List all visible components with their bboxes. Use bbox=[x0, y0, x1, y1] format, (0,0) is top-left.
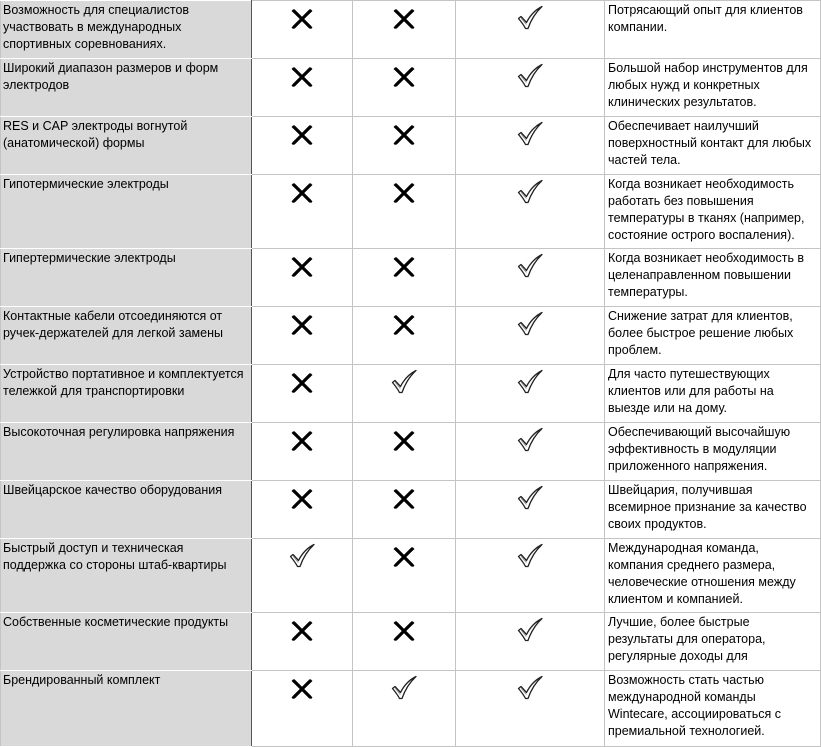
description-cell bbox=[605, 613, 821, 671]
mark-cell-col2 bbox=[353, 1, 456, 59]
check-icon bbox=[516, 179, 544, 205]
mark-cell-col1 bbox=[252, 59, 353, 117]
description-cell bbox=[605, 539, 821, 613]
table-row bbox=[1, 671, 821, 747]
feature-cell bbox=[1, 423, 252, 481]
cross-icon bbox=[392, 545, 416, 569]
description-text: Снижение затрат для клиентов, более быстрое решение любых проблем. bbox=[608, 309, 794, 357]
feature-label: Гипотермические электроды bbox=[3, 177, 169, 191]
mark-cell-col1 bbox=[252, 539, 353, 613]
cross-icon bbox=[290, 429, 314, 453]
cross-icon bbox=[290, 313, 314, 337]
feature-cell bbox=[1, 671, 252, 747]
feature-cell bbox=[1, 481, 252, 539]
check-icon bbox=[516, 675, 544, 701]
mark-cell-col1 bbox=[252, 1, 353, 59]
cross-icon bbox=[392, 619, 416, 643]
description-text: Лучшие, более быстрые результаты для оператора, регулярные доходы для bbox=[608, 615, 766, 663]
mark-cell-col1 bbox=[252, 307, 353, 365]
comparison-table-body bbox=[1, 1, 821, 747]
check-icon bbox=[516, 617, 544, 643]
description-text: Потрясающий опыт для клиентов компании. bbox=[608, 3, 803, 34]
cross-icon bbox=[290, 181, 314, 205]
mark-cell-col3 bbox=[456, 249, 605, 307]
feature-label: Устройство портативное и комплектуется тележкой для транспортировки bbox=[3, 367, 244, 398]
description-text: Швейцария, получившая всемирное признание за качество своих продуктов. bbox=[608, 483, 807, 531]
cross-icon bbox=[290, 7, 314, 31]
feature-cell bbox=[1, 1, 252, 59]
mark-cell-col1 bbox=[252, 117, 353, 175]
mark-cell-col1 bbox=[252, 671, 353, 747]
check-icon bbox=[516, 253, 544, 279]
description-text: Обеспечивает наилучший поверхностный контакт для любых частей тела. bbox=[608, 119, 812, 167]
feature-label: RES и CAP электроды вогнутой (анатомической) формы bbox=[3, 119, 188, 150]
check-icon bbox=[516, 485, 544, 511]
cross-icon bbox=[290, 65, 314, 89]
mark-cell-col2 bbox=[353, 175, 456, 249]
description-cell bbox=[605, 1, 821, 59]
feature-cell bbox=[1, 175, 252, 249]
feature-label: Швейцарское качество оборудования bbox=[3, 483, 223, 497]
check-icon bbox=[288, 543, 316, 569]
feature-label: Широкий диапазон размеров и форм электродов bbox=[3, 61, 219, 92]
mark-cell-col3 bbox=[456, 539, 605, 613]
mark-cell-col2 bbox=[353, 539, 456, 613]
feature-cell bbox=[1, 613, 252, 671]
description-text: Возможность стать частью международной команды Wintecare, ассоциироваться с премиальной технологией. bbox=[608, 673, 781, 738]
description-cell bbox=[605, 59, 821, 117]
mark-cell-col3 bbox=[456, 365, 605, 423]
mark-cell-col3 bbox=[456, 59, 605, 117]
table-row bbox=[1, 249, 821, 307]
table-row bbox=[1, 307, 821, 365]
mark-cell-col1 bbox=[252, 423, 353, 481]
description-text: Когда возникает необходимость работать без повышения температуры в тканях (например, состояние острого воспаления). bbox=[608, 177, 805, 242]
description-text: Для часто путешествующих клиентов или для работы на выезде или на дому. bbox=[608, 367, 774, 415]
mark-cell-col2 bbox=[353, 671, 456, 747]
cross-icon bbox=[392, 313, 416, 337]
table-row bbox=[1, 481, 821, 539]
feature-cell bbox=[1, 59, 252, 117]
feature-label: Контактные кабели отсоединяются от ручек-держателей для легкой замены bbox=[3, 309, 223, 340]
feature-label: Высокоточная регулировка напряжения bbox=[3, 425, 235, 439]
mark-cell-col2 bbox=[353, 423, 456, 481]
cross-icon bbox=[290, 371, 314, 395]
mark-cell-col2 bbox=[353, 117, 456, 175]
description-text: Большой набор инструментов для любых нужд и конкретных клинических результатов. bbox=[608, 61, 808, 109]
table-row bbox=[1, 117, 821, 175]
mark-cell-col2 bbox=[353, 613, 456, 671]
feature-label: Возможность для специалистов участвовать в международных спортивных соревнованиях. bbox=[3, 3, 190, 51]
table-row bbox=[1, 423, 821, 481]
description-cell bbox=[605, 175, 821, 249]
mark-cell-col2 bbox=[353, 481, 456, 539]
mark-cell-col3 bbox=[456, 613, 605, 671]
table-row bbox=[1, 539, 821, 613]
mark-cell-col3 bbox=[456, 1, 605, 59]
cross-icon bbox=[392, 429, 416, 453]
check-icon bbox=[516, 369, 544, 395]
mark-cell-col3 bbox=[456, 481, 605, 539]
cross-icon bbox=[290, 487, 314, 511]
cross-icon bbox=[290, 677, 314, 701]
description-text: Международная команда, компания среднего размера, человеческие отношения между клиентом и компанией. bbox=[608, 541, 796, 606]
mark-cell-col3 bbox=[456, 175, 605, 249]
cross-icon bbox=[290, 619, 314, 643]
description-text: Обеспечивающий высочайшую эффективность в модуляции приложенного напряжения. bbox=[608, 425, 791, 473]
feature-cell bbox=[1, 539, 252, 613]
cross-icon bbox=[392, 7, 416, 31]
check-icon bbox=[516, 543, 544, 569]
mark-cell-col1 bbox=[252, 365, 353, 423]
mark-cell-col1 bbox=[252, 249, 353, 307]
mark-cell-col1 bbox=[252, 613, 353, 671]
check-icon bbox=[516, 5, 544, 31]
cross-icon bbox=[392, 487, 416, 511]
description-cell bbox=[605, 481, 821, 539]
description-cell bbox=[605, 423, 821, 481]
description-cell bbox=[605, 365, 821, 423]
description-cell bbox=[605, 671, 821, 747]
mark-cell-col2 bbox=[353, 307, 456, 365]
description-cell bbox=[605, 117, 821, 175]
table-row bbox=[1, 1, 821, 59]
check-icon bbox=[390, 369, 418, 395]
table-row bbox=[1, 59, 821, 117]
mark-cell-col3 bbox=[456, 671, 605, 747]
cross-icon bbox=[392, 181, 416, 205]
feature-label: Брендированный комплект bbox=[3, 673, 161, 687]
cross-icon bbox=[392, 255, 416, 279]
mark-cell-col3 bbox=[456, 307, 605, 365]
feature-label: Быстрый доступ и техническая поддержка со стороны штаб-квартиры bbox=[3, 541, 227, 572]
feature-label: Гипертермические электроды bbox=[3, 251, 176, 265]
description-cell bbox=[605, 249, 821, 307]
table-row bbox=[1, 365, 821, 423]
feature-cell bbox=[1, 117, 252, 175]
mark-cell-col3 bbox=[456, 423, 605, 481]
mark-cell-col2 bbox=[353, 59, 456, 117]
table-row bbox=[1, 613, 821, 671]
mark-cell-col1 bbox=[252, 481, 353, 539]
cross-icon bbox=[290, 255, 314, 279]
check-icon bbox=[516, 427, 544, 453]
check-icon bbox=[516, 311, 544, 337]
check-icon bbox=[390, 675, 418, 701]
mark-cell-col3 bbox=[456, 117, 605, 175]
cross-icon bbox=[392, 65, 416, 89]
cross-icon bbox=[290, 123, 314, 147]
mark-cell-col1 bbox=[252, 175, 353, 249]
description-text: Когда возникает необходимость в целенаправленном повышении температуры. bbox=[608, 251, 805, 299]
feature-cell bbox=[1, 365, 252, 423]
check-icon bbox=[516, 63, 544, 89]
mark-cell-col2 bbox=[353, 249, 456, 307]
mark-cell-col2 bbox=[353, 365, 456, 423]
description-cell bbox=[605, 307, 821, 365]
check-icon bbox=[516, 121, 544, 147]
feature-cell bbox=[1, 307, 252, 365]
feature-label: Собственные косметические продукты bbox=[3, 615, 229, 629]
feature-cell bbox=[1, 249, 252, 307]
cross-icon bbox=[392, 123, 416, 147]
table-row bbox=[1, 175, 821, 249]
